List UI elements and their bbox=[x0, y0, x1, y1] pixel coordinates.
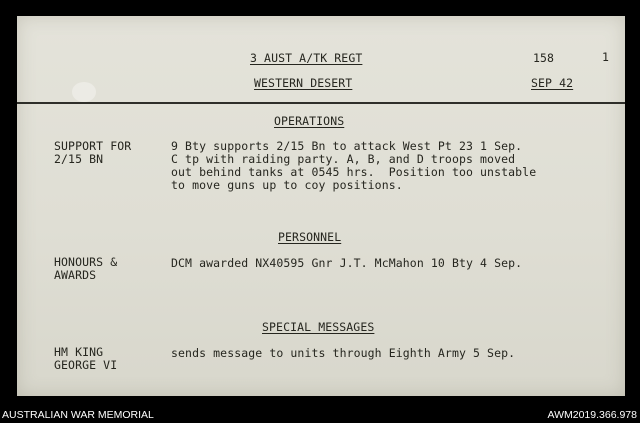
section-heading-personnel: PERSONNEL bbox=[278, 230, 342, 244]
entry-body-line: to move guns up to coy positions. bbox=[171, 178, 403, 192]
footer-source: AUSTRALIAN WAR MEMORIAL bbox=[2, 409, 154, 421]
document-date: SEP 42 bbox=[531, 76, 574, 90]
document-page bbox=[17, 16, 625, 396]
paper-stain bbox=[72, 82, 96, 102]
footer-accession: AWM2019.366.978 bbox=[547, 409, 637, 421]
section-heading-operations: OPERATIONS bbox=[274, 114, 345, 128]
entry-label: AWARDS bbox=[54, 268, 97, 282]
entry-label: 2/15 BN bbox=[54, 152, 104, 166]
header-rule bbox=[17, 102, 625, 104]
entry-body-line: out behind tanks at 0545 hrs. Position too unstable bbox=[171, 165, 537, 179]
section-heading-special-messages: SPECIAL MESSAGES bbox=[262, 320, 375, 334]
entry-body-line: sends message to units through Eighth Army 5 Sep. bbox=[171, 346, 516, 360]
sheet-mark: 1 bbox=[602, 50, 610, 64]
entry-body-line: DCM awarded NX40595 Gnr J.T. McMahon 10 Bty 4 Sep. bbox=[171, 256, 523, 270]
entry-body-line: C tp with raiding party. A, B, and D troops moved bbox=[171, 152, 516, 166]
entry-label: SUPPORT FOR bbox=[54, 139, 132, 153]
entry-label: HONOURS & bbox=[54, 255, 118, 269]
unit-title: 3 AUST A/TK REGT bbox=[250, 51, 363, 65]
location-title: WESTERN DESERT bbox=[254, 76, 353, 90]
page-number: 158 bbox=[533, 51, 555, 65]
entry-label: HM KING bbox=[54, 345, 104, 359]
entry-body-line: 9 Bty supports 2/15 Bn to attack West Pt 23 1 Sep. bbox=[171, 139, 523, 153]
entry-label: GEORGE VI bbox=[54, 358, 118, 372]
